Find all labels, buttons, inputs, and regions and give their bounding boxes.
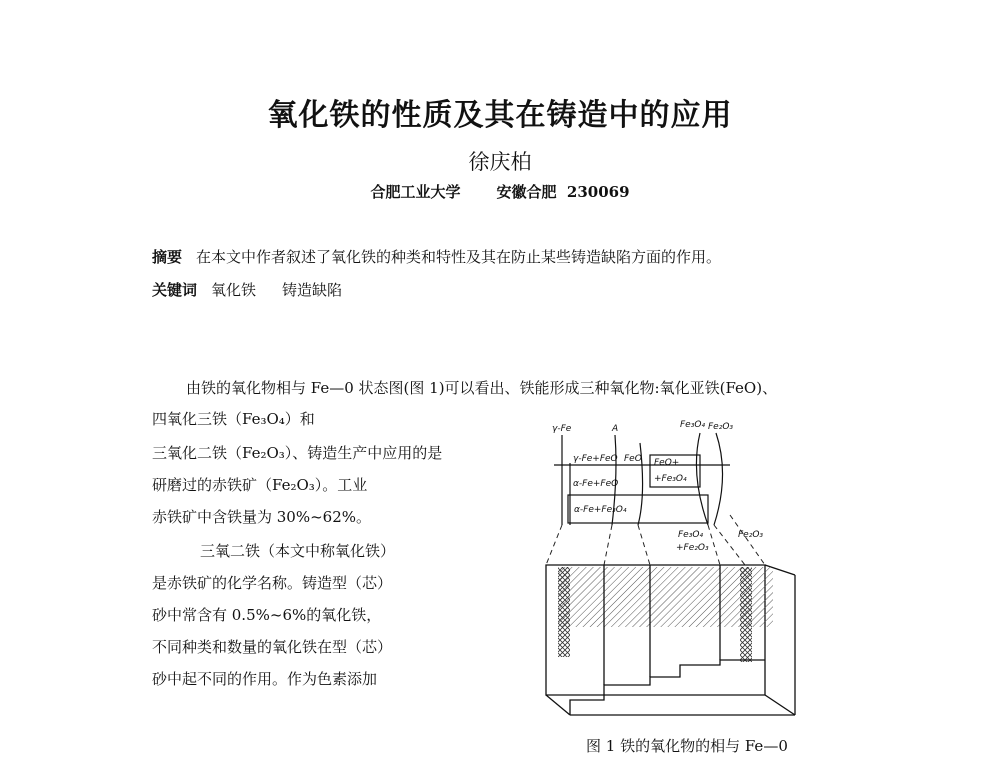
fig-label: γ-Fe+FeO bbox=[573, 454, 618, 464]
body-line: 研磨过的赤铁矿（Fe₂O₃）。工业 bbox=[152, 476, 368, 494]
fig-label: +Fe₂O₃ bbox=[676, 543, 709, 553]
fig-label: FeO bbox=[624, 454, 642, 464]
body-line: 砂中起不同的作用。作为色素添加 bbox=[152, 670, 378, 688]
affiliation bbox=[0, 181, 1000, 202]
phase-diagram-figure bbox=[540, 415, 800, 725]
fig-label: FeO+ bbox=[654, 458, 680, 468]
body-line: 砂中常含有 0.5%~6%的氧化铁， bbox=[152, 606, 382, 624]
fig-label: α-Fe+FeO bbox=[573, 479, 619, 489]
keywords-label: 关键词 bbox=[152, 281, 198, 299]
fig-label: α-Fe+Fe₃O₄ bbox=[574, 505, 627, 515]
body-line: 不同种类和数量的氧化铁在型（芯） bbox=[152, 638, 393, 656]
author-name: 徐庆柏 bbox=[468, 150, 532, 174]
abstract-text: 在本文中作者叙述了氧化铁的种类和特性及其在防止某些铸造缺陷方面的作用。 bbox=[196, 248, 722, 266]
body-line: 四氧化三铁（Fe₃O₄）和 bbox=[152, 410, 315, 428]
keywords bbox=[152, 279, 368, 300]
paper-title: 氧化铁的性质及其在铸造中的应用 bbox=[267, 98, 733, 133]
abstract-label: 摘要 bbox=[152, 248, 183, 266]
fig-label: Fe₃O₄ bbox=[678, 530, 704, 540]
keyword-item: 氧化铁 bbox=[211, 281, 257, 299]
body-line: 三氧二铁（本文中称氧化铁） bbox=[200, 542, 396, 560]
figure-caption: 图 1 铁的氧化物的相与 Fe—0 bbox=[586, 737, 788, 755]
abstract bbox=[152, 246, 721, 267]
fig-label: γ-Fe bbox=[552, 424, 572, 434]
fig-label: Fe₂O₃ bbox=[708, 422, 734, 432]
body-line: 由铁的氧化物相与 Fe—0 状态图(图 1)可以看出、铁能形成三种氧化物:氧化亚铁(FeO)、 bbox=[186, 379, 778, 397]
affiliation-postcode: 230069 bbox=[566, 183, 630, 201]
body-line: 赤铁矿中含铁量为 30%~62%。 bbox=[152, 508, 372, 526]
fig-label: A bbox=[612, 424, 619, 434]
affiliation-city: 安徽合肥 bbox=[496, 183, 557, 201]
affiliation-institution: 合肥工业大学 bbox=[370, 183, 461, 201]
body-line: 是赤铁矿的化学名称。铸造型（芯） bbox=[152, 574, 393, 592]
fig-label: Fe₃O₄ bbox=[680, 420, 706, 430]
fig-label: +Fe₃O₄ bbox=[654, 474, 687, 484]
keyword-item: 铸造缺陷 bbox=[282, 281, 343, 299]
fig-label: Fe₂O₃ bbox=[738, 530, 764, 540]
phase-diagram-box bbox=[546, 565, 795, 715]
body-line: 三氧化二铁（Fe₂O₃）、铸造生产中应用的是 bbox=[152, 444, 443, 462]
